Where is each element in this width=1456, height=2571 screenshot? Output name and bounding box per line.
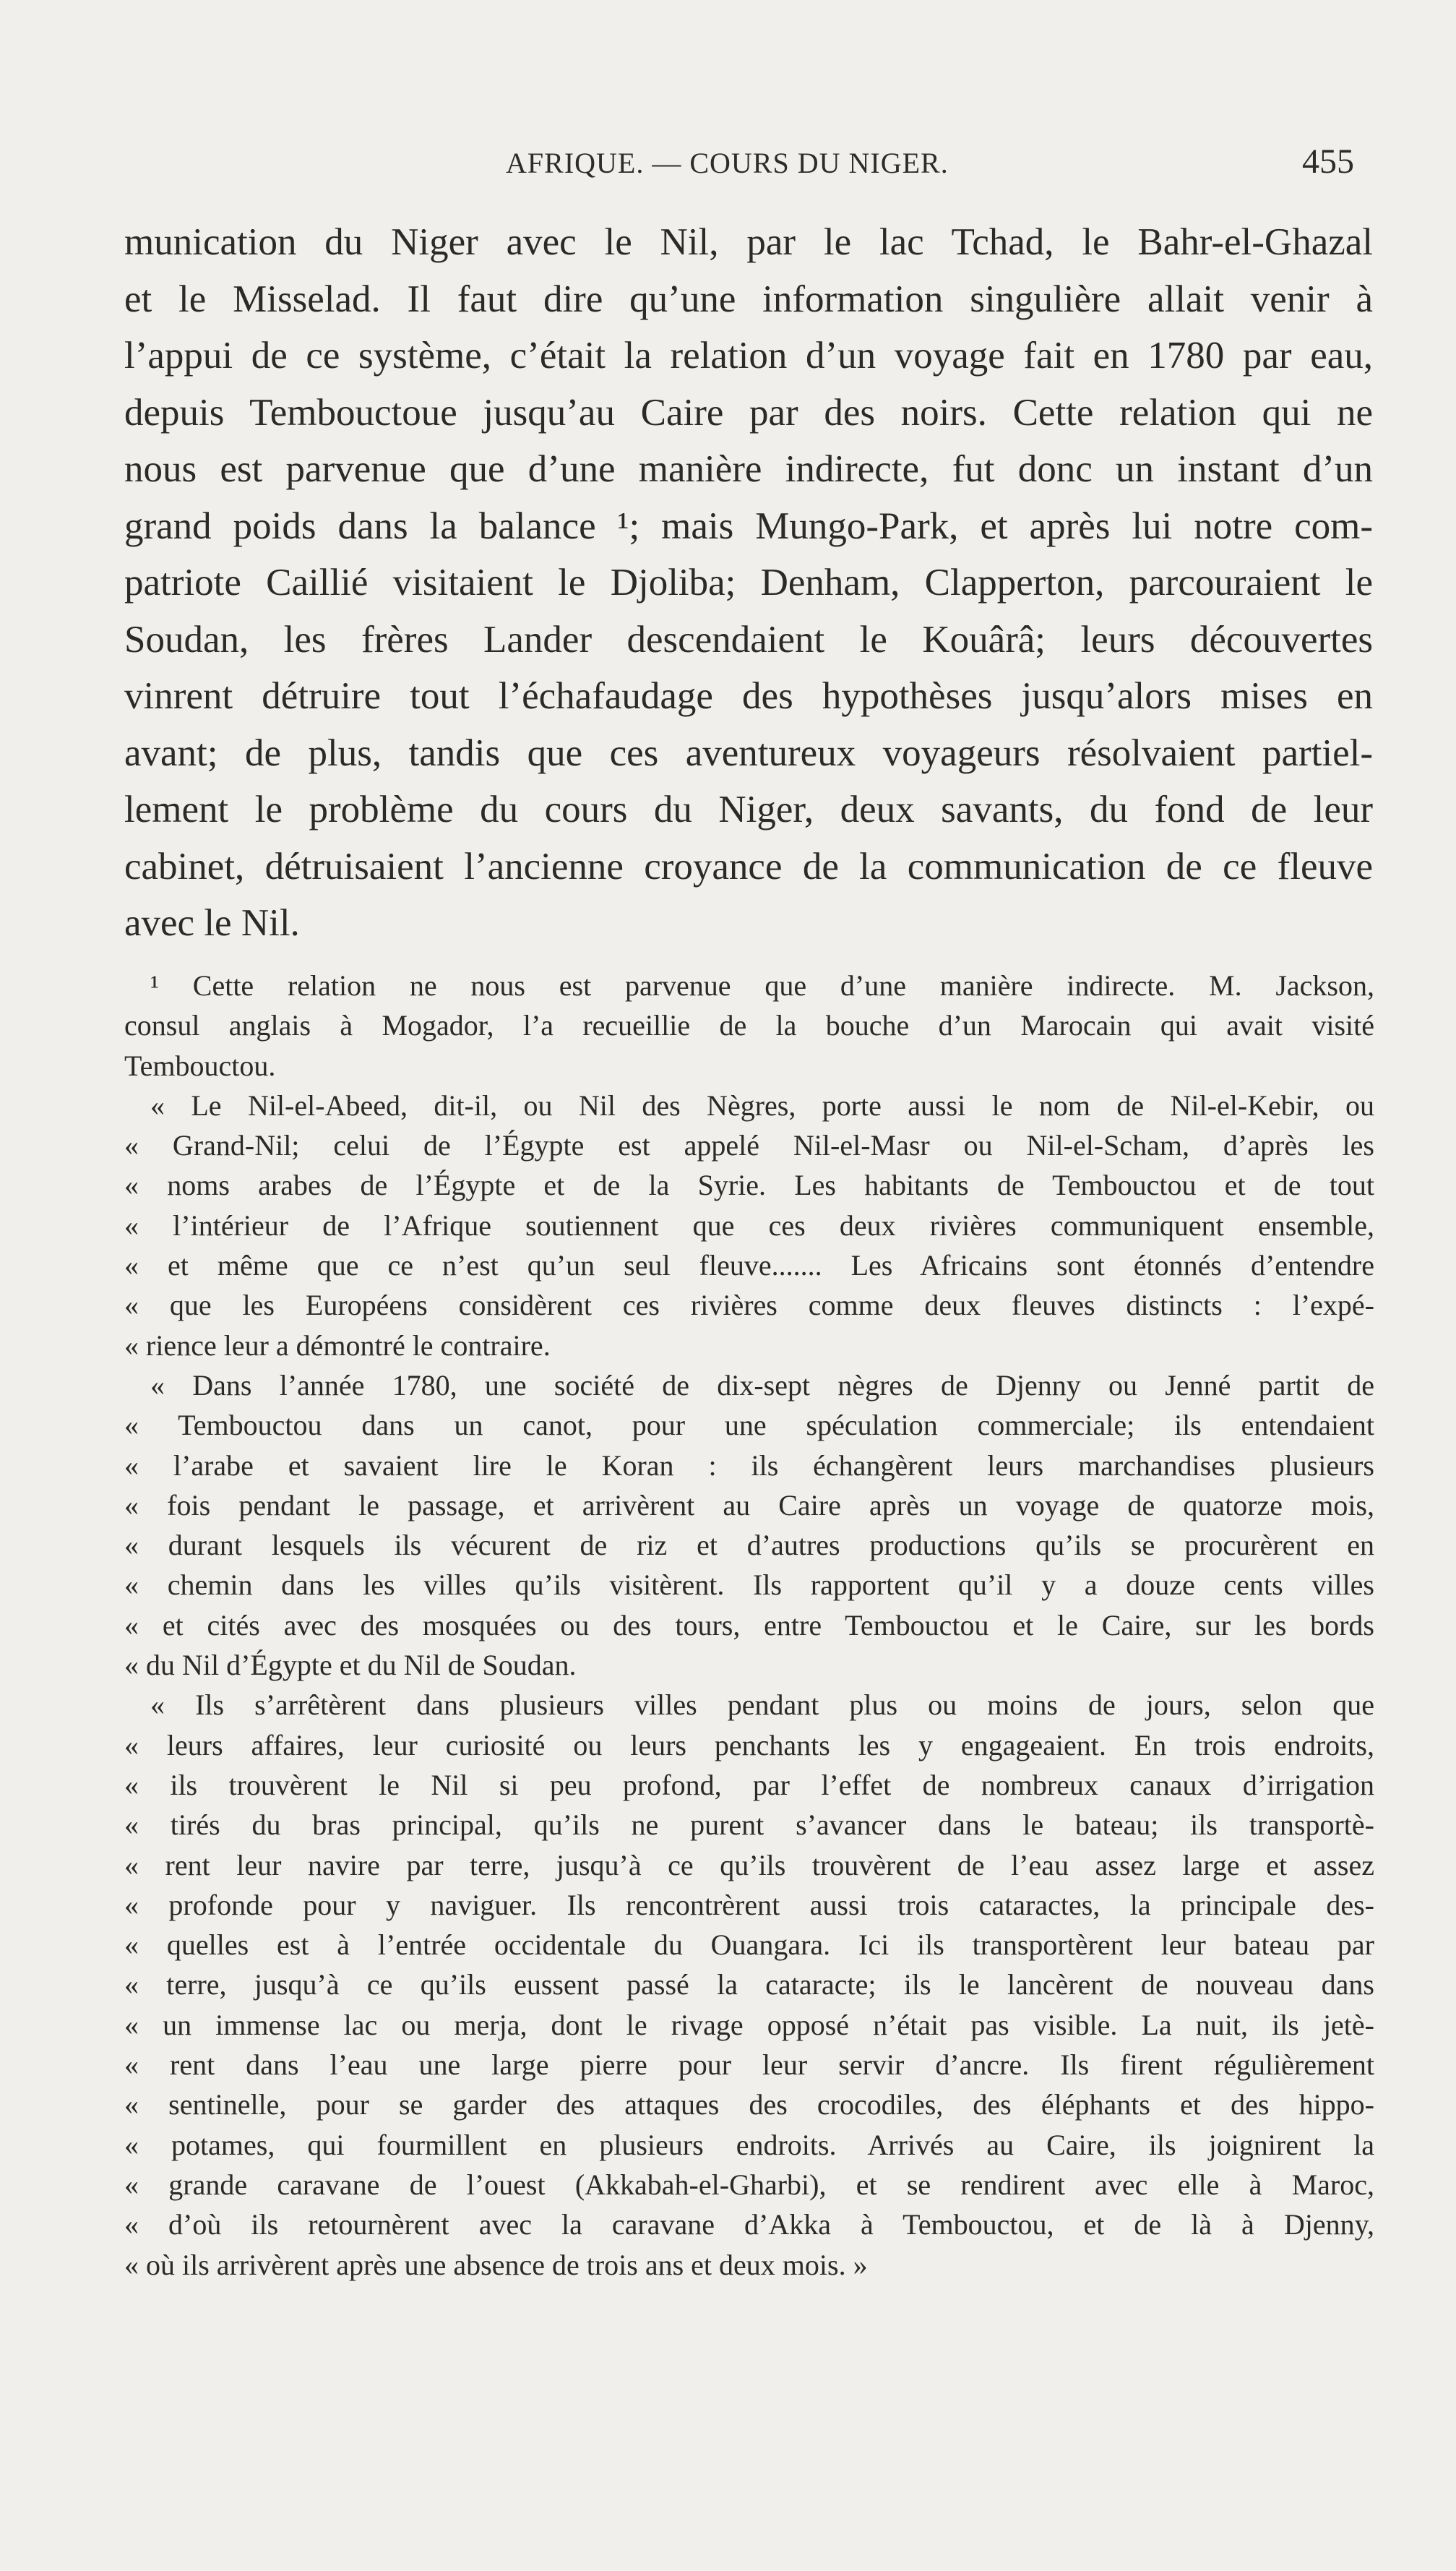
quote-line: « terre, jusqu’à ce qu’ils eussent passé la cataracte; ils le lancèrent de nouveau dans bbox=[124, 1968, 1374, 2001]
quote-line: « et cités avec des mosquées ou des tours, entre Tembouctou et le Caire, sur les bords bbox=[124, 1608, 1374, 1641]
page-number: 455 bbox=[1302, 142, 1354, 181]
quote-line: « potames, qui fourmillent en plusieurs endroits. Arrivés au Caire, ils joignirent la bbox=[124, 2128, 1374, 2161]
footnote bbox=[124, 966, 1374, 2285]
quote-line: « rent leur navire par terre, jusqu’à ce qu’ils trouvèrent de l’eau assez large et assez bbox=[124, 1848, 1374, 1881]
running-head bbox=[0, 142, 1456, 189]
quote-line: « chemin dans les villes qu’ils visitèrent. Ils rapportent qu’il y a douze cents villes bbox=[124, 1568, 1374, 1602]
quote-line: « un immense lac ou merja, dont le rivage opposé n’était pas visible. La nuit, ils jetè- bbox=[124, 2008, 1374, 2041]
quote-line: « profonde pour y naviguer. Ils rencontrèrent aussi trois cataractes, la principale des- bbox=[124, 1888, 1374, 1921]
text-line: l’appui de ce système, c’était la relation d’un voyage fait en 1780 par eau, bbox=[124, 335, 1373, 377]
quote-line: « ils trouvèrent le Nil si peu profond, par l’effet de nombreux canaux d’irrigation bbox=[124, 1768, 1374, 1801]
quote-line: « l’arabe et savaient lire le Koran : ils échangèrent leurs marchandises plusieurs bbox=[124, 1448, 1374, 1482]
text-line: avant; de plus, tandis que ces aventureux voyageurs résolvaient partiel- bbox=[124, 731, 1373, 774]
quote-line: « Ils s’arrêtèrent dans plusieurs villes pendant plus ou moins de jours, selon que bbox=[150, 1688, 1374, 1722]
quote-line: « noms arabes de l’Égypte et de la Syrie. Les habitants de Tembouctou et de tout bbox=[124, 1169, 1374, 1202]
quote-line: « rent dans l’eau une large pierre pour leur servir d’ancre. Ils firent régulièrement bbox=[124, 2048, 1374, 2082]
quote-line: « du Nil d’Égypte et du Nil de Soudan. bbox=[124, 1649, 577, 1682]
quote-line: « leurs affaires, leur curiosité ou leurs penchants les y engageaient. En trois endroits, bbox=[124, 1728, 1374, 1761]
quote-line: « Tembouctou dans un canot, pour une spéculation commerciale; ils entendaient bbox=[124, 1409, 1374, 1442]
text-line: depuis Tembouctoue jusqu’au Caire par des noirs. Cette relation qui ne bbox=[124, 391, 1373, 434]
text-line: patriote Caillié visitaient le Djoliba; Denham, Clapperton, parcouraient le bbox=[124, 562, 1373, 604]
quote-line: « Grand-Nil; celui de l’Égypte est appelé Nil-el-Masr ou Nil-el-Scham, d’après les bbox=[124, 1129, 1374, 1162]
quote-line: « durant lesquels ils vécurent de riz et d’autres productions qu’ils se procurèrent en bbox=[124, 1529, 1374, 1562]
quote-line: « quelles est à l’entrée occidentale du Ouangara. Ici ils transportèrent leur bateau par bbox=[124, 1928, 1374, 1962]
text-line: et le Misselad. Il faut dire qu’une information singulière allait venir à bbox=[124, 278, 1373, 320]
footnote-line: Tembouctou. bbox=[124, 1049, 276, 1082]
quote-line: « d’où ils retournèrent avec la caravane d’Akka à Tembouctou, et de là à Djenny, bbox=[124, 2208, 1374, 2241]
quote-line: « rience leur a démontré le contraire. bbox=[124, 1329, 551, 1362]
text-line: cabinet, détruisaient l’ancienne croyance de la communication de ce fleuve bbox=[124, 845, 1373, 888]
quote-line: « que les Européens considèrent ces rivières comme deux fleuves distincts : l’expé- bbox=[124, 1289, 1374, 1322]
quote-line: « tirés du bras principal, qu’ils ne purent s’avancer dans le bateau; ils transportè- bbox=[124, 1808, 1374, 1842]
quote-line: « et même que ce n’est qu’un seul fleuve....... Les Africains sont étonnés d’entendre bbox=[124, 1249, 1374, 1282]
text-line: vinrent détruire tout l’échafaudage des hypothèses jusqu’alors mises en bbox=[124, 675, 1373, 717]
quote-line: « l’intérieur de l’Afrique soutiennent que ces deux rivières communiquent ensemble, bbox=[124, 1209, 1374, 1242]
quote-line: « Le Nil-el-Abeed, dit-il, ou Nil des Nègres, porte aussi le nom de Nil-el-Kebir, ou bbox=[150, 1089, 1374, 1122]
text-line: avec le Nil. bbox=[124, 902, 300, 944]
quote-line: « où ils arrivèrent après une absence de trois ans et deux mois. » bbox=[124, 2248, 868, 2281]
text-line: lement le problème du cours du Niger, deux savants, du fond de leur bbox=[124, 789, 1373, 830]
text-line: grand poids dans la balance ¹; mais Mungo-Park, et après lui notre com- bbox=[124, 505, 1373, 547]
running-head-title: AFRIQUE. — COURS DU NIGER. bbox=[506, 147, 949, 179]
quote-line: « fois pendant le passage, et arrivèrent au Caire après un voyage de quatorze mois, bbox=[124, 1488, 1374, 1521]
main-text bbox=[124, 214, 1373, 952]
footnote-line: consul anglais à Mogador, l’a recueillie de la bouche d’un Marocain qui avait visité bbox=[124, 1009, 1374, 1042]
quote-line: « grande caravane de l’ouest (Akkabah-el-Gharbi), et se rendirent avec elle à Maroc, bbox=[124, 2168, 1374, 2201]
quote-line: « sentinelle, pour se garder des attaques des crocodiles, des éléphants et des hippo- bbox=[124, 2088, 1374, 2121]
text-line: nous est parvenue que d’une manière indirecte, fut donc un instant d’un bbox=[124, 448, 1373, 490]
footnote-line: ¹ Cette relation ne nous est parvenue que d’une manière indirecte. M. Jackson, bbox=[150, 969, 1374, 1002]
text-line: munication du Niger avec le Nil, par le lac Tchad, le Bahr-el-Ghazal bbox=[124, 221, 1373, 263]
text-line: Soudan, les frères Lander descendaient le Kouârâ; leurs découvertes bbox=[124, 618, 1373, 661]
quote-line: « Dans l’année 1780, une société de dix-sept nègres de Djenny ou Jenné partit de bbox=[150, 1368, 1374, 1402]
